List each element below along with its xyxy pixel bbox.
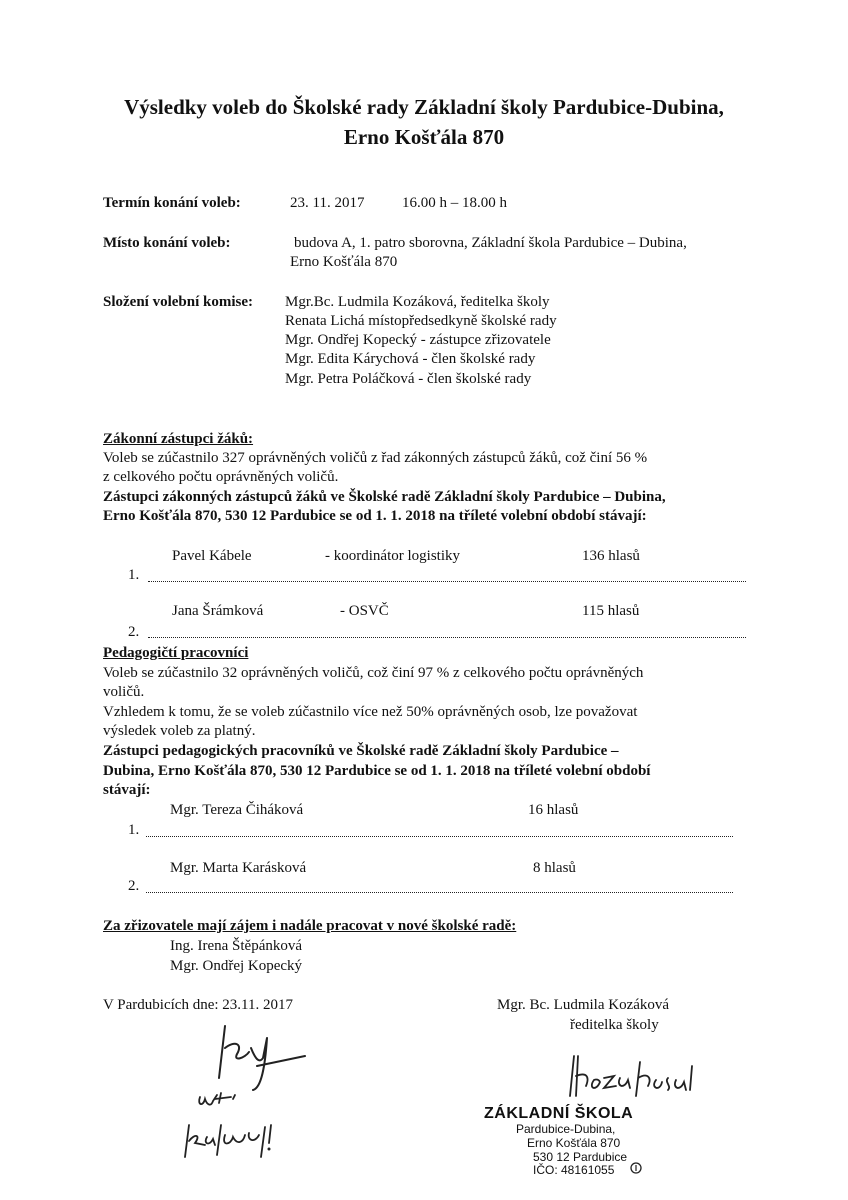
teachers-text-2: voličů.: [103, 684, 145, 700]
candidate-number: 1.: [128, 567, 140, 583]
commission-member: Mgr. Petra Poláčková - člen školské rady: [285, 371, 532, 387]
stamp-line-4: 530 12 Pardubice: [533, 1150, 628, 1164]
candidate-name: Jana Šrámková: [172, 603, 264, 619]
candidate-number: 1.: [128, 822, 140, 838]
candidate-votes: 8 hlasů: [533, 860, 576, 876]
candidate-votes: 136 hlasů: [582, 548, 640, 564]
term-label: Termín konání voleb:: [103, 195, 241, 211]
candidate-name: Mgr. Marta Karásková: [170, 860, 307, 876]
commission-member: Mgr.Bc. Ludmila Kozáková, ředitelka školy: [285, 294, 550, 310]
place-line-1: budova A, 1. patro sborovna, Základní škola Pardubice – Dubina,: [294, 235, 687, 251]
commission-member: Mgr. Ondřej Kopecký - zástupce zřizovatele: [285, 332, 551, 348]
teachers-text-1: Voleb se zúčastnilo 32 oprávněných voličů, což činí 97 % z celkového počtu oprávněných: [103, 665, 644, 681]
founder-heading: Za zřizovatele mají zájem i nadále pracovat v nové školské radě:: [103, 918, 517, 934]
dotted-line: [148, 581, 746, 582]
teachers-bold-2: Dubina, Erno Košťála 870, 530 12 Pardubice se od 1. 1. 2018 na tříleté volební období: [103, 763, 651, 779]
founder-name: Mgr. Ondřej Kopecký: [170, 958, 303, 974]
term-time: 16.00 h – 18.00 h: [402, 195, 507, 211]
teachers-bold-3: stávají:: [103, 782, 151, 798]
stamp-line-3: Erno Košťála 870: [527, 1136, 621, 1150]
stamp-line-1: ZÁKLADNÍ ŠKOLA: [484, 1105, 634, 1122]
place-line-2: Erno Košťála 870: [290, 254, 398, 270]
legal-reps-bold-1: Zástupci zákonných zástupců žáků ve Školské radě Základní školy Pardubice – Dubina,: [103, 489, 666, 505]
candidate-number: 2.: [128, 624, 140, 640]
teachers-bold-1: Zástupci pedagogických pracovníků ve Školské radě Základní školy Pardubice –: [103, 743, 619, 759]
place-label: Místo konání voleb:: [103, 235, 231, 251]
stamp-line-5: IČO: 48161055: [533, 1163, 615, 1177]
stamp-emblem-icon: [628, 1160, 644, 1176]
legal-reps-heading: Zákonní zástupci žáků:: [103, 431, 254, 447]
legal-reps-bold-2: Erno Košťála 870, 530 12 Pardubice se od 1. 1. 2018 na tříleté volební období stávají:: [103, 508, 647, 524]
handwritten-signature: [175, 1085, 315, 1160]
dotted-line: [146, 836, 733, 837]
dotted-line: [148, 637, 746, 638]
dotted-line: [146, 892, 733, 893]
teachers-heading: Pedagogičtí pracovníci: [103, 645, 249, 661]
commission-member: Renata Lichá místopředsedkyně školské rady: [285, 313, 557, 329]
candidate-role: - OSVČ: [340, 603, 389, 619]
document-title: [60, 92, 788, 152]
handwritten-signature: [560, 1052, 710, 1100]
commission-member: Mgr. Edita Kárychová - člen školské rady: [285, 351, 536, 367]
place-and-date: V Pardubicích dne: 23.11. 2017: [103, 997, 293, 1013]
commission-label: Složení volební komise:: [103, 294, 254, 310]
candidate-name: Pavel Kábele: [172, 548, 252, 564]
candidate-votes: 115 hlasů: [582, 603, 640, 619]
candidate-votes: 16 hlasů: [528, 802, 579, 818]
title-line-1: Výsledky voleb do Školské rady Základní školy Pardubice-Dubina,: [124, 95, 724, 119]
candidate-name: Mgr. Tereza Čiháková: [170, 802, 304, 818]
stamp-line-2: Pardubice-Dubina,: [516, 1122, 616, 1136]
title-line-2: Erno Košťála 870: [343, 125, 505, 149]
signer-role: ředitelka školy: [570, 1017, 659, 1033]
legal-reps-text-2: z celkového počtu oprávněných voličů.: [103, 469, 339, 485]
candidate-role: - koordinátor logistiky: [325, 548, 460, 564]
teachers-text-4: výsledek voleb za platný.: [103, 723, 256, 739]
legal-reps-text-1: Voleb se zúčastnilo 327 oprávněných voličů z řad zákonných zástupců žáků, což činí 56 %: [103, 450, 648, 466]
signer-name: Mgr. Bc. Ludmila Kozáková: [497, 997, 670, 1013]
candidate-number: 2.: [128, 878, 140, 894]
term-date: 23. 11. 2017: [290, 195, 365, 211]
founder-name: Ing. Irena Štěpánková: [170, 938, 303, 954]
teachers-text-3: Vzhledem k tomu, že se voleb zúčastnilo více než 50% oprávněných osob, lze považovat: [103, 704, 638, 720]
